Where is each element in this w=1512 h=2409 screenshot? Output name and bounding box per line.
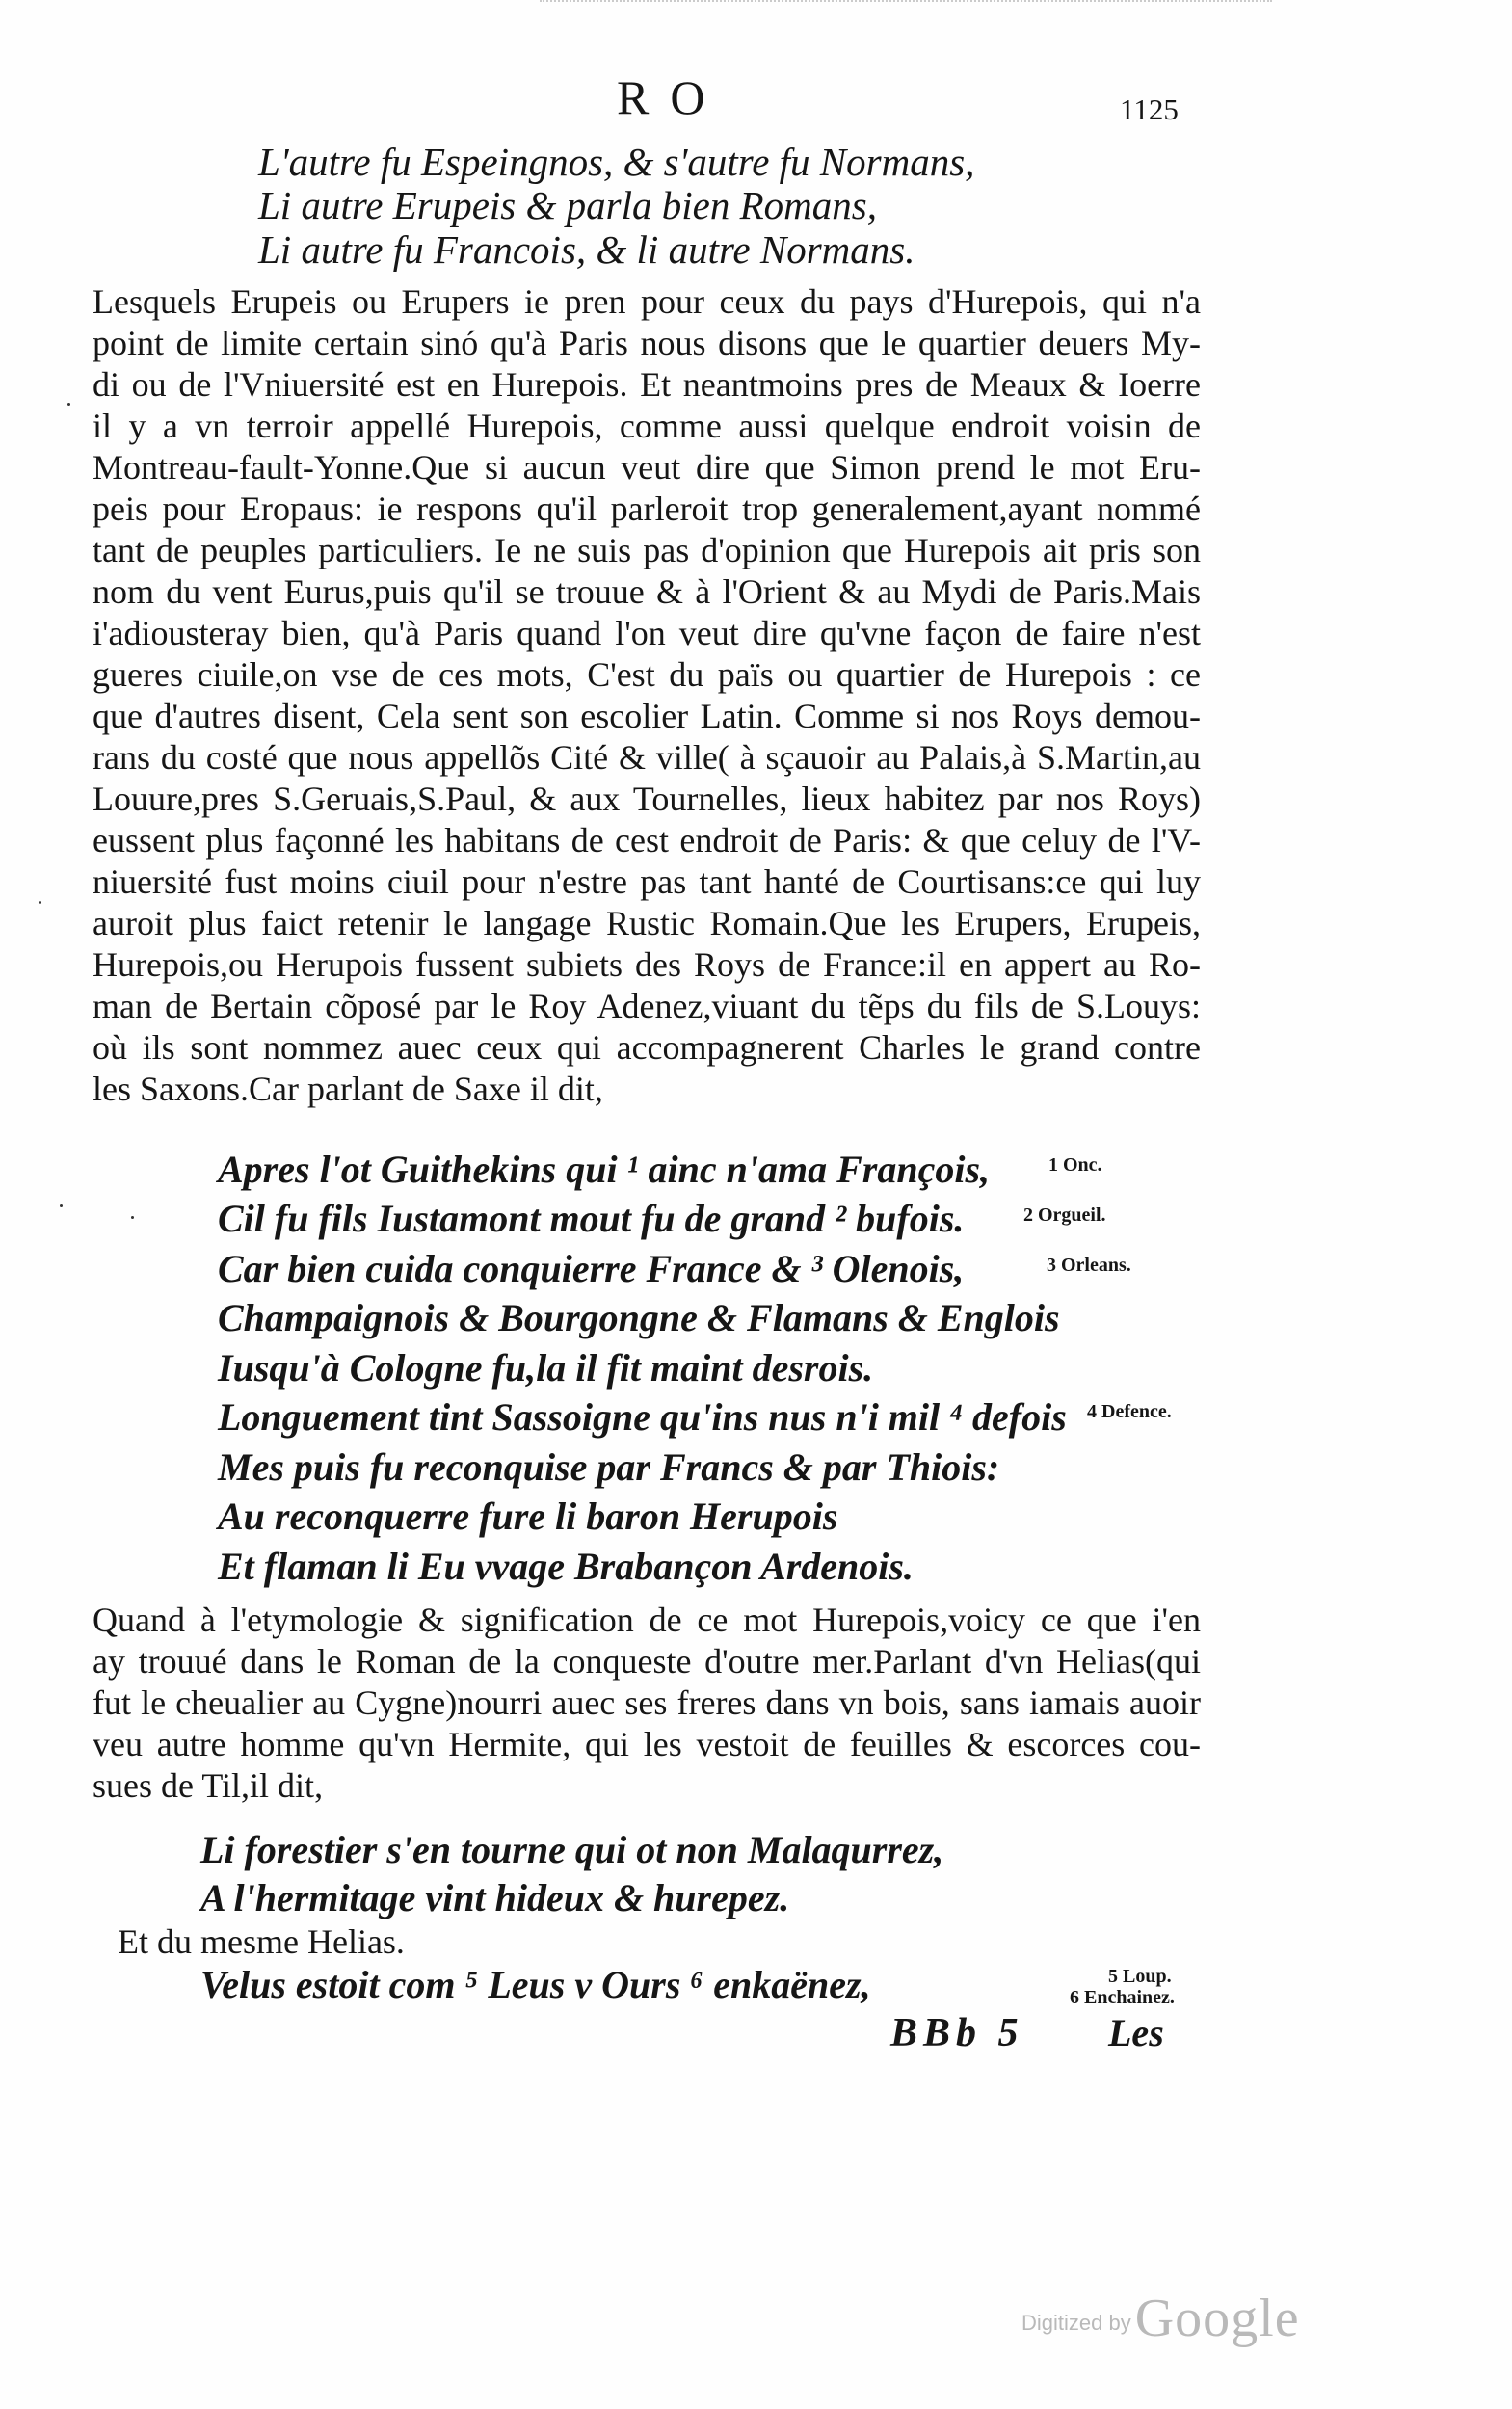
scan-speck (67, 403, 70, 406)
scan-edge-mark (540, 0, 1272, 6)
text-line: Et du mesme Helias. (118, 1922, 405, 1961)
text-line: Montreau-fault-Yonne.Que si aucun veut dire que Simon prend le mot Eru- (93, 448, 1201, 487)
text-line: où ils sont nommez auec ceux qui accompagnerent Charles le grand contre (93, 1028, 1201, 1067)
scan-speck (60, 1204, 63, 1207)
text-line: nom du vent Eurus,puis qu'il se trouue & à l'Orient & au Mydi de Paris.Mais (93, 572, 1201, 611)
text-line: auroit plus faict retenir le langage Rustic Romain.Que les Erupers, Erupeis, (93, 904, 1201, 942)
text-line: il y a vn terroir appellé Hurepois, comme aussi quelque endroit voisin de (93, 407, 1201, 445)
verse-line: Longuement tint Sassoigne qu'ins nus n'i mil ⁴ defois (218, 1395, 1067, 1439)
text-line: Louure,pres S.Geruais,S.Paul, & aux Tournelles, lieux habitez par nos Roys) (93, 780, 1201, 818)
margin-gloss: 4 Defence. (1087, 1401, 1172, 1422)
paragraph-2 (93, 1600, 1201, 1807)
text-line: les Saxons.Car parlant de Saxe il dit, (93, 1070, 603, 1108)
text-line: fut le cheualier au Cygne)nourri auec ses freres dans vn bois, sans iamais auoir (93, 1683, 1201, 1722)
text-line: Quand à l'etymologie & signification de ce mot Hurepois,voicy ce que i'en (93, 1601, 1201, 1639)
page-number: 1125 (1120, 93, 1179, 126)
text-line: gueres ciuile,on vse de ces mots, C'est du païs ou quartier de Hurepois : ce (93, 655, 1201, 694)
verse-line: Li forestier s'en tourne qui ot non Malaqurrez, (200, 1828, 944, 1871)
margin-gloss: 5 Loup. (1108, 1966, 1172, 1987)
text-line: peis pour Eropaus: ie respons qu'il parleroit trop generalement,ayant nommé (93, 490, 1201, 528)
verse-line: Li autre fu Francois, & li autre Normans. (258, 227, 915, 272)
verse-line: L'autre fu Espeingnos, & s'autre fu Normans, (258, 140, 975, 184)
verse-line: Car bien cuida conquierre France & ³ Olenois, (218, 1247, 965, 1290)
text-line: i'adiousteray bien, qu'à Paris quand l'on veut dire qu'vne façon de faire n'est (93, 614, 1201, 652)
text-line: tant de peuples particuliers. Ie ne suis pas d'opinion que Hurepois ait pris son (93, 531, 1201, 569)
verse-line: A l'hermitage vint hideux & hurepez. (200, 1876, 790, 1919)
text-line: ay trouué dans le Roman de la conqueste d'outre mer.Parlant d'vn Helias(qui (93, 1642, 1201, 1681)
verse-line: Li autre Erupeis & parla bien Romans, (258, 183, 877, 227)
text-line: Lesquels Erupeis ou Erupers ie pren pour ceux du pays d'Hurepois, qui n'a (93, 282, 1201, 321)
watermark-prefix: Digitized by (1021, 2311, 1131, 2335)
margin-gloss: 3 Orleans. (1047, 1255, 1131, 1276)
scan-speck (131, 1216, 134, 1219)
verse-line: Mes puis fu reconquise par Francs & par Thiois: (218, 1445, 1000, 1489)
google-watermark (1021, 2288, 1300, 2349)
text-line: eussent plus façonné les habitans de cest endroit de Paris: & que celuy de l'V- (93, 821, 1201, 860)
scan-speck (39, 901, 41, 904)
margin-gloss: 2 Orgueil. (1023, 1204, 1106, 1226)
paragraph-1 (93, 281, 1201, 1110)
text-line: veu autre homme qu'vn Hermite, qui les vestoit de feuilles & escorces cou- (93, 1725, 1201, 1763)
text-line: di ou de l'Vniuersité est en Hurepois. Et neantmoins pres de Meaux & Ioerre (93, 365, 1201, 404)
google-logo: Google (1134, 2289, 1300, 2348)
text-line: que d'autres disent, Cela sent son escolier Latin. Comme si nos Roys demou- (93, 697, 1201, 735)
text-line: sues de Til,il dit, (93, 1766, 324, 1805)
line-after-verse (118, 1921, 405, 1963)
verse-line: Apres l'ot Guithekins qui ¹ ainc n'ama François, (218, 1148, 991, 1191)
text-line: rans du costé que nous appellõs Cité & ville( à sçauoir au Palais,à S.Martin,au (93, 738, 1201, 777)
signature-mark: BBb 5 (890, 2011, 1024, 2055)
text-line: niuersité fust moins ciuil pour n'estre pas tant hanté de Courtisans:ce qui luy (93, 862, 1201, 901)
text-line: Hurepois,ou Herupois fussent subiets des Roys de France:il en appert au Ro- (93, 945, 1201, 984)
verse-line: Iusqu'à Cologne fu,la il fit maint desrois. (218, 1346, 874, 1390)
margin-gloss: 1 Onc. (1048, 1154, 1102, 1176)
running-head: RO (617, 70, 727, 124)
verse-line: Et flaman li Eu vvage Brabançon Ardenois. (218, 1545, 914, 1588)
verse-line: Velus estoit com ⁵ Leus v Ours ⁶ enkaënez, (200, 1963, 871, 2006)
verse-line: Au reconquerre fure li baron Herupois (218, 1495, 838, 1538)
margin-gloss: 6 Enchainez. (1070, 1987, 1175, 2008)
text-line: man de Bertain cõposé par le Roy Adenez,viuant du tẽps du fils de S.Louys: (93, 987, 1201, 1025)
text-line: point de limite certain sinó qu'à Paris nous disons que le quartier deuers My- (93, 324, 1201, 362)
verse-line: Champaignois & Bourgongne & Flamans & Englois (218, 1296, 1060, 1339)
verse-line: Cil fu fils Iustamont mout fu de grand ² bufois. (218, 1197, 965, 1240)
catchword: Les (1108, 2011, 1164, 2054)
